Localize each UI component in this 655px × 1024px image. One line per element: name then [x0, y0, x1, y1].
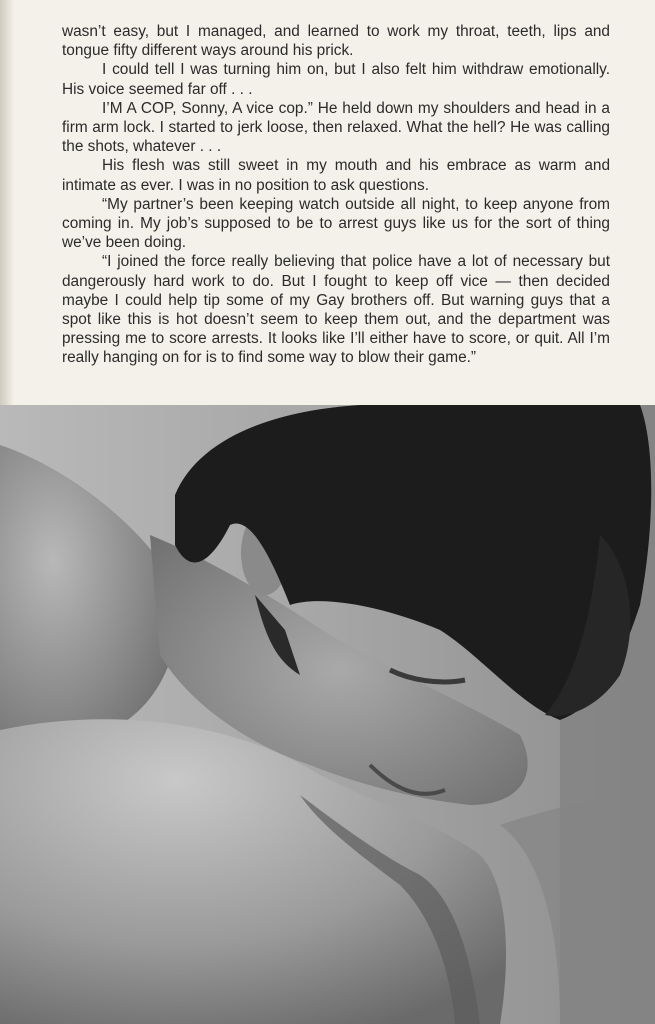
paragraph-2: I could tell I was turning him on, but I also felt him withdraw emotionally. His voice seemed far off . . . [62, 61, 610, 98]
photograph-illustration [0, 405, 655, 1024]
paragraph-1: wasn’t easy, but I managed, and learned to work my throat, teeth, lips and tongue fifty different ways around his prick. [62, 23, 610, 60]
story-text [62, 22, 610, 368]
paragraph-3: I’M A COP, Sonny, A vice cop.” He held down my shoulders and head in a firm arm lock. I started to jerk loose, then relaxed. What the hell? He was calling the shots, whatever . . . [62, 99, 610, 156]
paragraph-6: “I joined the force really believing that police have a lot of necessary but dangerously hard work to do. But I fought to keep off vice — then decided maybe I could help tip some of my Gay brothers off. But warning guys that a spot like this is hot doesn’t seem to keep them out, and the department was pressing me to score arrests. It looks like I’ll either have to score, or quit. All I’m really hanging on for is to find some way to blow their game.” [62, 253, 610, 367]
paragraph-5: “My partner’s been keeping watch outside all night, to keep anyone from coming in. My job’s supposed to be to arrest guys like us for the sort of thing we’ve been doing. [62, 195, 610, 252]
paragraph-4: His flesh was still sweet in my mouth and his embrace as warm and intimate as ever. I was in no position to ask questions. [62, 157, 610, 194]
photograph [0, 405, 655, 1024]
